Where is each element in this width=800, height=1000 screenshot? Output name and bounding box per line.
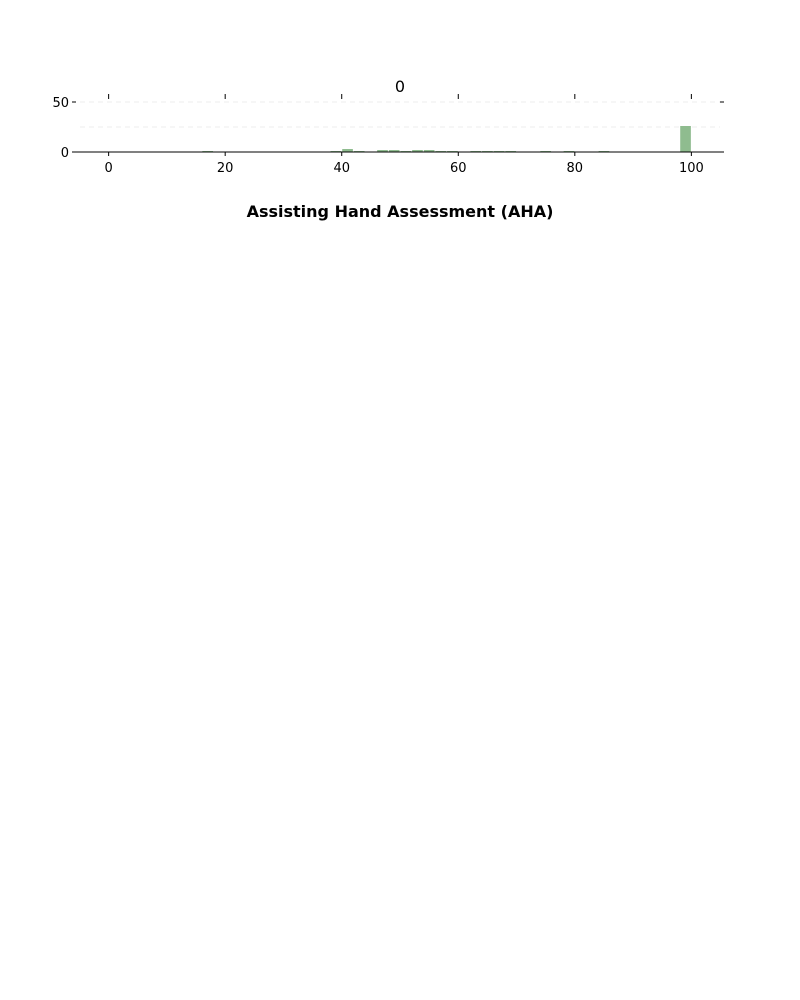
bar-18: [680, 126, 691, 152]
y-tick-label-0: 0: [60, 146, 69, 161]
x-tick-label-4: 80: [566, 161, 584, 176]
x-tick-label-2: 40: [333, 161, 351, 176]
chart-title: 0: [394, 77, 406, 96]
x-tick-label-5: 100: [678, 161, 704, 176]
x-tick-label-1: 20: [216, 161, 234, 176]
x-axis-label: Assisting Hand Assessment (AHA): [246, 202, 554, 221]
x-tick-label-3: 60: [449, 161, 467, 176]
x-tick-label-0: 0: [104, 161, 113, 176]
y-tick-label-1: 50: [52, 96, 69, 111]
